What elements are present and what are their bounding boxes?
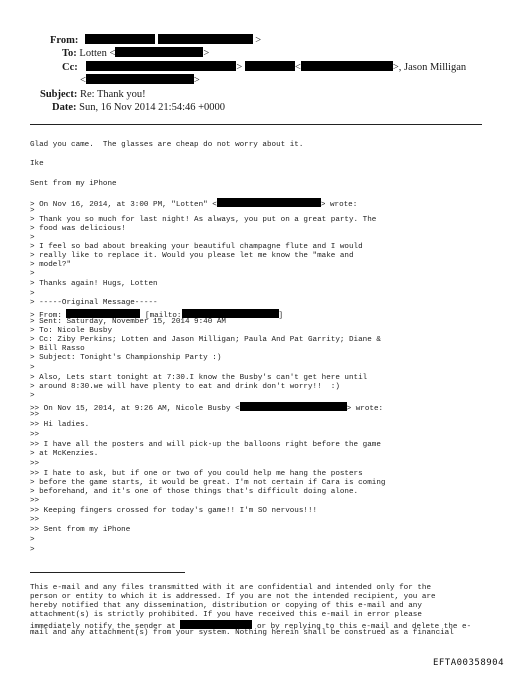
quote-line: > before the game starts, it would be great. I'm not certain if Cara is coming [30,479,386,487]
subject-label: Subject: [40,89,78,100]
redaction-block [182,309,279,318]
body-line: Sent from my iPhone [30,180,117,188]
to-row [62,47,209,60]
redaction-block [85,34,155,44]
cc-label: Cc: [62,62,78,73]
quote-text: [mailto: [145,312,182,320]
disclaimer-divider [30,572,185,573]
quote-line: > model?" [30,261,72,269]
document-id: EFTA00358904 [432,658,504,668]
cc2-lt: < [80,75,86,86]
quote-line: >> Hi ladies. [30,421,90,429]
quote-line [30,198,357,210]
redaction-block [86,61,236,71]
quote-line: > [30,392,35,400]
body-line: Glad you came. The glasses are cheap do not worry about it. [30,141,304,149]
header-divider [30,124,482,125]
quote-line: > really like to replace it. Would you please let me know the "make and [30,252,354,260]
quote-line [30,402,383,414]
quote-line: > Subject: Tonight's Championship Party :) [30,354,222,362]
redaction-block [240,402,347,411]
to-value: Lotten < [79,48,116,59]
cc-lt: < [294,62,301,73]
quote-text: ] [278,312,284,320]
quote-line: > [30,207,35,215]
quote-line: > [30,290,35,298]
quote-line: > Cc: Ziby Perkins; Lotten and Jason Milligan; Paula And Pat Garrity; Diane & [30,336,381,344]
redaction-block [86,74,194,84]
quote-line: > [30,234,35,242]
quote-line: > Sent: Saturday, November 15, 2014 9:40 AM [30,318,226,326]
body-line: Ike [30,160,44,168]
quote-line: > Also, Lets start tonight at 7:30.I know the Busby's can't get here until [30,374,368,382]
cc-row [62,61,466,74]
to-gt: > [203,48,210,59]
quote-text: >> On Nov 15, 2014, at 9:26 AM, Nicole Busby < [30,405,240,413]
disclaimer-line: mail and any attachment(s) from your system. Nothing herein shall be construed as a financial [30,629,454,637]
disclaimer-line: This e-mail and any files transmitted with it are confidential and intended only for the [30,584,432,592]
quote-text: > From: [30,312,62,320]
quote-line: >> [30,516,40,524]
quote-line: >> [30,460,40,468]
cc-tail: >, Jason Milligan [392,62,467,73]
quote-line: > beforehand, and it's one of those things that's difficult doing alone. [30,488,359,496]
quote-line: >> I hate to ask, but if one or two of you could help me hang the posters [30,470,363,478]
redaction-block [245,61,295,71]
redaction-block [217,198,321,207]
redaction-block [66,309,140,318]
redaction-block [115,47,203,57]
quote-text: > wrote: [320,201,358,209]
subject-value: Re: Thank you! [79,89,146,100]
quote-line: > I feel so bad about breaking your beautiful champagne flute and I would [30,243,363,251]
quote-line: >> [30,497,40,505]
date-row [52,101,225,114]
quote-line: > -----Original Message----- [30,299,158,307]
cc-row-2 [80,74,200,87]
disclaimer-text: or by replying to this e-mail and delete the e- [256,623,472,631]
quote-line: > [30,546,35,554]
quote-line: > [30,536,35,544]
date-value: Sun, 16 Nov 2014 21:54:46 +0000 [79,102,226,113]
quote-line: > Thanks again! Hugs, Lotten [30,280,158,288]
redaction-block [180,620,252,629]
disclaimer-text: immediately notify the sender at [30,623,176,631]
quote-line: >> [30,411,40,419]
cc-gt: > [236,62,243,73]
quote-line: > [30,270,35,278]
disclaimer-line: person or entity to which it is addressed. If you are not the intended recipient, you are [30,593,436,601]
quote-line: > food was delicious! [30,225,126,233]
quote-line: >> Sent from my iPhone [30,526,131,534]
subject-row [40,88,146,101]
from-label: From: [50,35,79,46]
quote-line: > [30,364,35,372]
quote-line: >> I have all the posters and will pick-up the balloons right before the game [30,441,381,449]
redaction-block [158,34,253,44]
quote-line: > around 8:30.we will have plenty to eat and drink don't worry!! :) [30,383,340,391]
quote-line: > Thank you so much for last night! As always, you put on a great party. The [30,216,377,224]
date-label: Date: [52,102,77,113]
disclaimer-line: hereby notified that any dissemination, distribution or copying of this e-mail and any [30,602,422,610]
cc2-gt: > [193,75,200,86]
quote-line: >> Keeping fingers crossed for today's game!! I'm SO nervous!!! [30,507,318,515]
from-row [50,34,261,47]
from-gt: > [255,35,262,46]
disclaimer-line: attachment(s) is strictly prohibited. If you have received this e-mail in error please [30,611,422,619]
quote-text: > wrote: [346,405,384,413]
quote-line: > Bill Rasso [30,345,85,353]
redaction-block [301,61,393,71]
quote-line: > To: Nicole Busby [30,327,113,335]
to-label: To: [62,48,77,59]
quote-line: > at McKenzies. [30,450,99,458]
quote-text: > On Nov 16, 2014, at 3:00 PM, "Lotten" < [30,201,217,209]
quote-line: >> [30,431,40,439]
